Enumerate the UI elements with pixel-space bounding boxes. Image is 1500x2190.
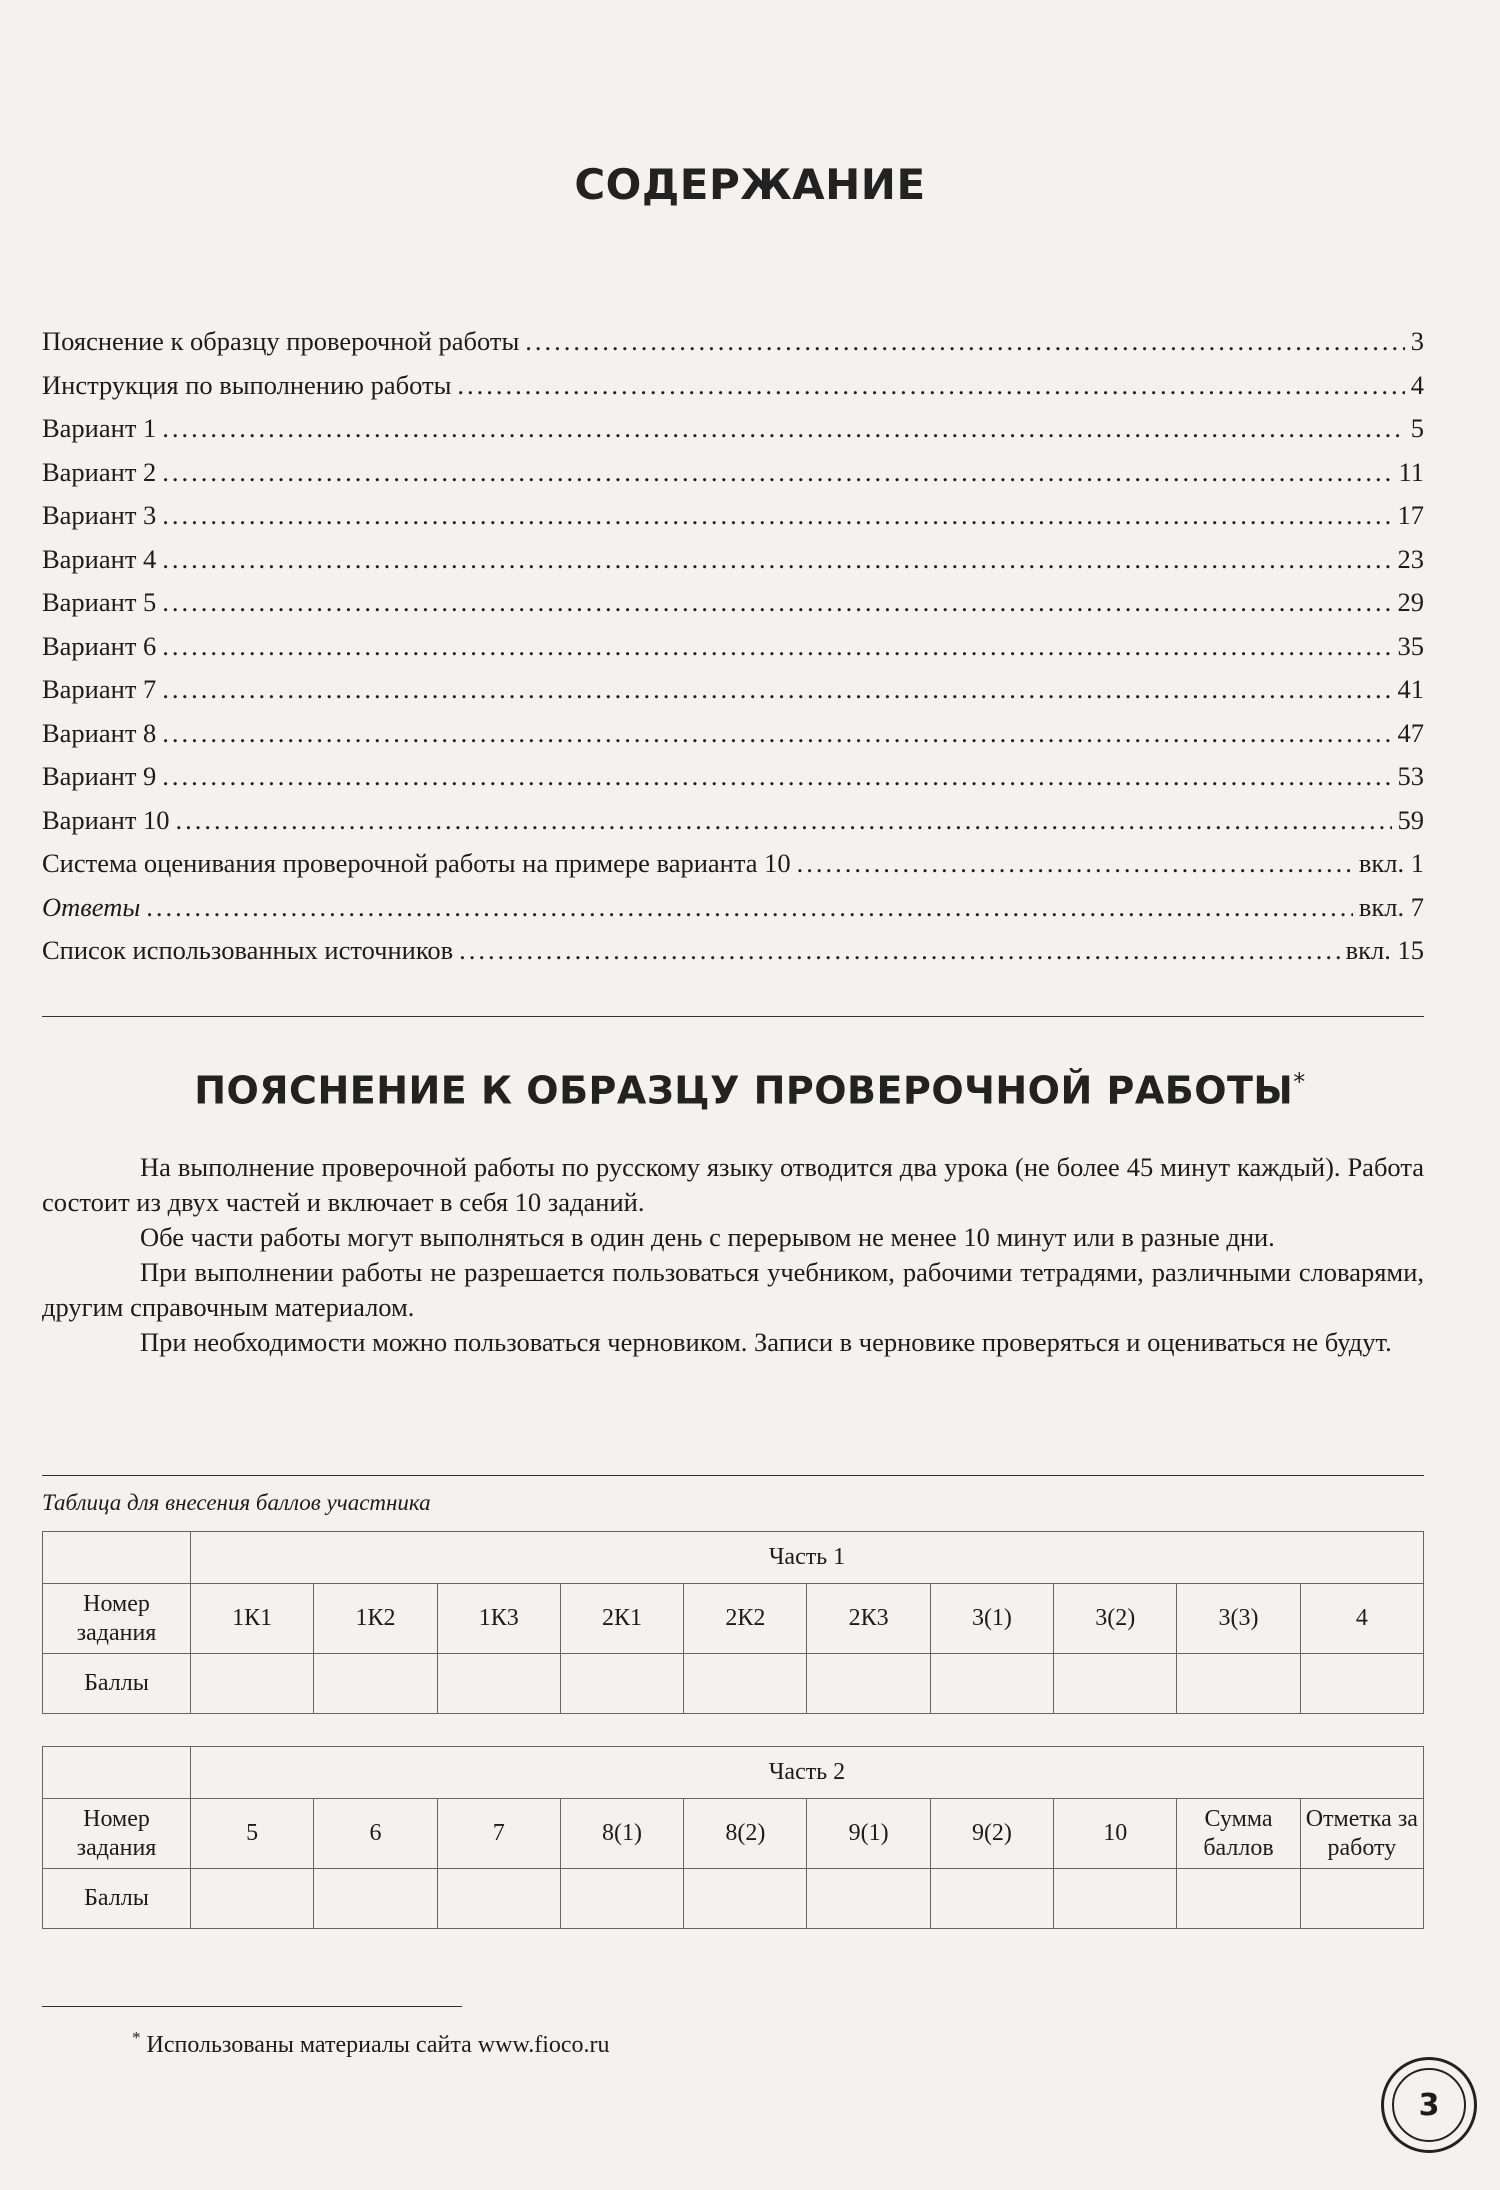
page-number: 3 xyxy=(1392,2068,1466,2142)
toc-entry-page: 29 xyxy=(1397,587,1424,617)
row-label-task: Номер задания xyxy=(43,1584,191,1654)
toc-leader-dots xyxy=(162,625,1391,669)
toc-entry xyxy=(42,886,1424,930)
page-number-badge xyxy=(1381,2057,1477,2153)
task-number-cell: 9(2) xyxy=(930,1799,1053,1869)
task-number-cell: 8(2) xyxy=(684,1799,807,1869)
score-input-cell[interactable] xyxy=(930,1869,1053,1929)
toc-entry-label: Вариант 9 xyxy=(42,761,157,791)
toc-entry-label: Вариант 8 xyxy=(42,717,157,748)
explanation-paragraph: При выполнении работы не разрешается пользоваться учебником, рабочими тетрадями, различными словарями, другим справочным материалом. xyxy=(42,1257,1424,1322)
toc-leader-dots xyxy=(162,407,1404,451)
toc-leader-dots xyxy=(162,451,1392,495)
table-corner-cell xyxy=(43,1532,191,1584)
toc-entry-page: 41 xyxy=(1397,674,1424,704)
task-number-cell: 2К2 xyxy=(684,1584,807,1654)
score-input-cell[interactable] xyxy=(1054,1869,1177,1929)
part-title: Часть 2 xyxy=(191,1747,1424,1799)
toc-entry-label: Ответы xyxy=(42,891,141,922)
score-table-part1 xyxy=(42,1531,1424,1714)
toc-entry xyxy=(42,364,1424,408)
footnote-divider xyxy=(42,2006,462,2007)
score-input-cell[interactable] xyxy=(1054,1654,1177,1714)
score-input-cell[interactable] xyxy=(314,1654,437,1714)
toc-entry-label: Инструкция по выполнению работы xyxy=(42,369,452,400)
task-number-cell: Отметка за работу xyxy=(1300,1799,1423,1869)
toc-entry xyxy=(42,799,1424,843)
task-number-cell: 3(3) xyxy=(1177,1584,1300,1654)
explanation-paragraph: На выполнение проверочной работы по русскому языку отводится два урока (не более 45 минут каждый). Работа состоит из двух частей и включает в себя 10 заданий. xyxy=(42,1152,1424,1217)
toc-entry xyxy=(42,320,1424,364)
score-input-cell[interactable] xyxy=(437,1654,560,1714)
row-label-task: Номер задания xyxy=(43,1799,191,1869)
table-of-contents xyxy=(42,320,1424,973)
task-number-cell: 9(1) xyxy=(807,1799,930,1869)
toc-entry-page: 35 xyxy=(1397,630,1424,661)
task-number-cell: 3(2) xyxy=(1054,1584,1177,1654)
score-input-cell[interactable] xyxy=(560,1869,683,1929)
task-number-cell: 1К2 xyxy=(314,1584,437,1654)
row-label-score: Баллы xyxy=(43,1869,191,1929)
toc-entry xyxy=(42,581,1424,625)
score-table-part2 xyxy=(42,1746,1424,1929)
toc-entry-label: Вариант 7 xyxy=(42,674,157,704)
toc-entry xyxy=(42,842,1424,886)
toc-leader-dots xyxy=(459,929,1339,973)
toc-entry xyxy=(42,494,1424,538)
toc-entry xyxy=(42,407,1424,451)
toc-entry-page: 17 xyxy=(1397,500,1424,530)
toc-entry-label: Пояснение к образцу проверочной работы xyxy=(42,326,520,356)
score-input-cell[interactable] xyxy=(1300,1869,1423,1929)
toc-leader-dots xyxy=(162,494,1391,538)
toc-entry xyxy=(42,451,1424,495)
toc-leader-dots xyxy=(162,538,1391,582)
toc-entry-page: 5 xyxy=(1410,413,1424,443)
toc-entry xyxy=(42,755,1424,799)
toc-leader-dots xyxy=(162,712,1391,756)
toc-entry-label: Вариант 1 xyxy=(42,413,157,443)
toc-entry-label: Вариант 4 xyxy=(42,543,157,574)
task-number-cell: Сумма баллов xyxy=(1177,1799,1300,1869)
score-input-cell[interactable] xyxy=(684,1869,807,1929)
score-input-cell[interactable] xyxy=(1177,1654,1300,1714)
explanation-paragraph: Обе части работы могут выполняться в один день с перерывом не менее 10 минут или в разные дни. xyxy=(140,1222,1275,1252)
task-number-cell: 6 xyxy=(314,1799,437,1869)
task-number-cell: 8(1) xyxy=(560,1799,683,1869)
toc-entry-label: Вариант 3 xyxy=(42,500,157,530)
toc-entry-label: Вариант 6 xyxy=(42,630,157,661)
task-number-cell: 1К3 xyxy=(437,1584,560,1654)
score-input-cell[interactable] xyxy=(930,1654,1053,1714)
task-number-cell: 2К1 xyxy=(560,1584,683,1654)
toc-leader-dots xyxy=(176,799,1392,843)
toc-entry-page: вкл. 1 xyxy=(1358,848,1424,878)
toc-entry-page: 23 xyxy=(1397,543,1424,574)
table-divider xyxy=(42,1475,1424,1476)
toc-leader-dots xyxy=(525,320,1404,364)
task-number-cell: 5 xyxy=(191,1799,314,1869)
toc-entry-page: 59 xyxy=(1397,804,1424,835)
toc-entry-page: 11 xyxy=(1398,456,1424,487)
toc-entry xyxy=(42,929,1424,973)
footnote: * Использованы материалы сайта www.fioco.ru xyxy=(132,2028,610,2058)
score-input-cell[interactable] xyxy=(191,1654,314,1714)
toc-leader-dots xyxy=(162,668,1391,712)
toc-entry-page: 53 xyxy=(1397,761,1424,791)
score-input-cell[interactable] xyxy=(807,1654,930,1714)
section-divider xyxy=(42,1016,1424,1017)
score-input-cell[interactable] xyxy=(560,1654,683,1714)
score-input-cell[interactable] xyxy=(1300,1654,1423,1714)
score-input-cell[interactable] xyxy=(437,1869,560,1929)
toc-entry-page: 4 xyxy=(1410,369,1424,400)
toc-entry-label: Система оценивания проверочной работы на примере варианта 10 xyxy=(42,848,791,878)
explanation-paragraph: При необходимости можно пользоваться черновиком. Записи в черновике проверяться и оцениваться не будут. xyxy=(140,1327,1392,1357)
toc-leader-dots xyxy=(146,886,1353,930)
row-label-score: Баллы xyxy=(43,1654,191,1714)
toc-entry xyxy=(42,538,1424,582)
toc-leader-dots xyxy=(457,364,1404,408)
toc-entry xyxy=(42,712,1424,756)
toc-title: СОДЕРЖАНИЕ xyxy=(574,160,926,209)
score-input-cell[interactable] xyxy=(191,1869,314,1929)
toc-entry-page: вкл. 7 xyxy=(1358,891,1424,922)
toc-entry xyxy=(42,668,1424,712)
toc-leader-dots xyxy=(162,755,1391,799)
toc-entry-page: 47 xyxy=(1397,717,1424,748)
explanation-title: ПОЯСНЕНИЕ К ОБРАЗЦУ ПРОВЕРОЧНОЙ РАБОТЫ* xyxy=(194,1068,1306,1113)
score-input-cell[interactable] xyxy=(314,1869,437,1929)
task-number-cell: 7 xyxy=(437,1799,560,1869)
task-number-cell: 2К3 xyxy=(807,1584,930,1654)
toc-entry xyxy=(42,625,1424,669)
toc-leader-dots xyxy=(162,581,1391,625)
toc-entry-label: Вариант 10 xyxy=(42,804,170,835)
score-input-cell[interactable] xyxy=(1177,1869,1300,1929)
task-number-cell: 1К1 xyxy=(191,1584,314,1654)
toc-entry-label: Список использованных источников xyxy=(42,935,454,965)
toc-entry-label: Вариант 2 xyxy=(42,456,157,487)
toc-entry-page: вкл. 15 xyxy=(1345,935,1424,965)
toc-leader-dots xyxy=(797,842,1353,886)
part-title: Часть 1 xyxy=(191,1532,1424,1584)
task-number-cell: 3(1) xyxy=(930,1584,1053,1654)
score-input-cell[interactable] xyxy=(807,1869,930,1929)
explanation-body xyxy=(42,1150,1424,1360)
footnote-mark: * xyxy=(1293,1068,1306,1096)
table-corner-cell xyxy=(43,1747,191,1799)
table-caption: Таблица для внесения баллов участника xyxy=(42,1490,431,1515)
task-number-cell: 4 xyxy=(1300,1584,1423,1654)
score-input-cell[interactable] xyxy=(684,1654,807,1714)
toc-entry-page: 3 xyxy=(1410,326,1424,356)
task-number-cell: 10 xyxy=(1054,1799,1177,1869)
toc-entry-label: Вариант 5 xyxy=(42,587,157,617)
